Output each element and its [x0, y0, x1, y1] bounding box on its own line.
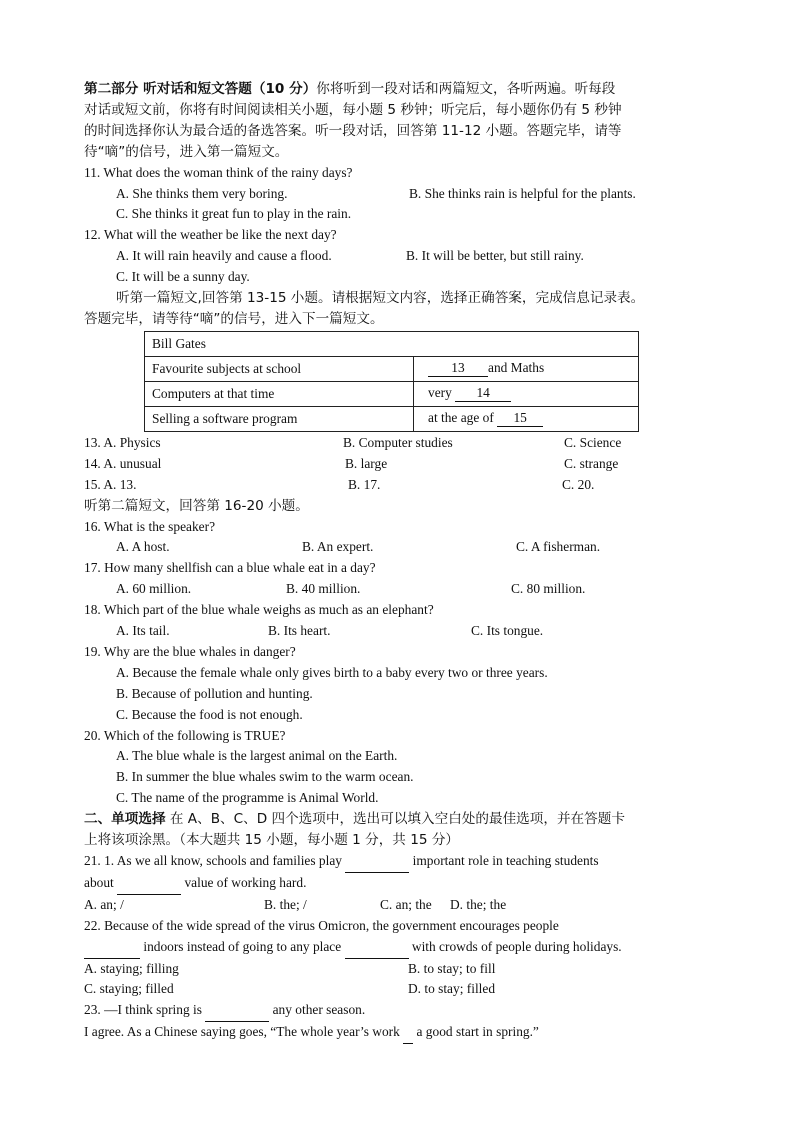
q22-blank-1[interactable]	[84, 937, 140, 959]
q17-option-a[interactable]: A. 60 million.	[116, 581, 192, 597]
q15-option-a[interactable]: 15. A. 13.	[84, 476, 137, 492]
table-row	[145, 381, 639, 406]
q22-options-row2	[84, 979, 714, 1000]
q21-option-d[interactable]: D. the; the	[450, 896, 507, 912]
q23-stem-line2: I agree. As a Chinese saying goes, “The whole year’s work a good start in spring.”	[84, 1022, 714, 1044]
info-table	[144, 331, 639, 432]
q16-stem: 16. What is the speaker?	[84, 518, 216, 534]
q12-option-c[interactable]: C. It will be a sunny day.	[116, 269, 250, 285]
q14-option-a[interactable]: 14. A. unusual	[84, 455, 162, 471]
table-row	[145, 331, 639, 356]
q19-option-a[interactable]: A. Because the female whale only gives birth to a baby every two or three years.	[116, 664, 548, 680]
q14-options	[84, 454, 714, 475]
q11-option-c[interactable]: C. She thinks it great fun to play in the rain.	[116, 206, 352, 222]
q12-options-row1	[84, 246, 714, 267]
part2-intro-line4: 待“嘀”的信号，进入第一篇短文。	[84, 143, 289, 160]
answer-blank[interactable]: 14	[455, 385, 511, 402]
q11-option-a[interactable]: A. She thinks them very boring.	[116, 185, 288, 201]
q20-option-c[interactable]: C. The name of the programme is Animal World.	[116, 790, 379, 806]
q22-option-b[interactable]: B. to stay; to fill	[408, 960, 496, 976]
q16-options	[84, 537, 714, 558]
q12-stem: 12. What will the weather be like the next day?	[84, 227, 337, 243]
q22-option-a[interactable]: A. staying; filling	[84, 960, 179, 976]
q18-stem: 18. Which part of the blue whale weighs as much as an elephant?	[84, 602, 434, 618]
q21-option-c[interactable]: C. an; the	[380, 896, 432, 912]
table-value: 13 and Maths	[414, 356, 639, 381]
q23-stem-line1: 23. —I think spring is any other season.	[84, 1000, 714, 1022]
q11-options-row1	[84, 184, 714, 205]
q21-option-b[interactable]: B. the; /	[264, 896, 307, 912]
part2-intro-line2: 对话或短文前，你将有时间阅读相关小题，每小题 5 秒钟；听完后，每小题你仍有 5 秒钟	[84, 101, 622, 118]
q19-stem: 19. Why are the blue whales in danger?	[84, 643, 296, 659]
answer-blank[interactable]: 13	[428, 360, 488, 377]
q20-option-b[interactable]: B. In summer the blue whales swim to the warm ocean.	[116, 769, 414, 785]
part3-intro-line2: 上将该项涂黑。（本大题共 15 小题，每小题 1 分，共 15 分）	[84, 832, 460, 849]
part3-heading: 二、单项选择	[84, 811, 166, 828]
q17-stem: 17. How many shellfish can a blue whale eat in a day?	[84, 560, 376, 576]
q21-blank-1[interactable]	[345, 851, 409, 873]
table-row	[145, 356, 639, 381]
q17-options	[84, 579, 714, 600]
table-row	[145, 406, 639, 431]
q15-option-b[interactable]: B. 17.	[348, 476, 381, 492]
table-title: Bill Gates	[145, 331, 639, 356]
q23-blank-1[interactable]	[205, 1000, 269, 1022]
table-label: Selling a software program	[145, 406, 414, 431]
q18-options	[84, 621, 714, 642]
q19-option-c[interactable]: C. Because the food is not enough.	[116, 706, 303, 722]
q17-option-b[interactable]: B. 40 million.	[286, 581, 361, 597]
table-value: very 14	[414, 381, 639, 406]
q13-option-a[interactable]: 13. A. Physics	[84, 434, 161, 450]
q22-option-c[interactable]: C. staying; filled	[84, 981, 174, 997]
exam-page	[84, 79, 714, 1044]
q22-stem-line1: 22. Because of the wide spread of the virus Omicron, the government encourages people	[84, 917, 559, 933]
q13-option-b[interactable]: B. Computer studies	[343, 434, 453, 450]
q22-options-row1	[84, 959, 714, 980]
q21-stem-line2: about value of working hard.	[84, 873, 714, 895]
q17-option-c[interactable]: C. 80 million.	[511, 581, 586, 597]
part2-heading: 第二部分 听对话和短文答题（10 分）	[84, 81, 317, 97]
q14-option-b[interactable]: B. large	[345, 455, 388, 471]
q11-option-b[interactable]: B. She thinks rain is helpful for the plants.	[409, 185, 636, 201]
passage1-instruction-line1: 听第一篇短文,回答第 13-15 小题。请根据短文内容，选择正确答案，完成信息记录表。	[116, 290, 645, 307]
q12-option-b[interactable]: B. It will be better, but still rainy.	[406, 248, 584, 264]
q12-option-a[interactable]: A. It will rain heavily and cause a flood.	[116, 248, 332, 264]
q15-options	[84, 475, 714, 496]
passage2-instruction: 听第二篇短文，回答第 16-20 小题。	[84, 497, 309, 514]
q20-stem: 20. Which of the following is TRUE?	[84, 727, 286, 743]
part2-intro-line3: 的时间选择你认为最合适的备选答案。听一段对话，回答第 11-12 小题。答题完毕，请等	[84, 122, 622, 139]
q22-option-d[interactable]: D. to stay; filled	[408, 981, 496, 997]
q16-option-c[interactable]: C. A fisherman.	[516, 539, 601, 555]
q11-stem: 11. What does the woman think of the rainy days?	[84, 164, 353, 180]
table-label: Favourite subjects at school	[145, 356, 414, 381]
q18-option-a[interactable]: A. Its tail.	[116, 623, 170, 639]
q19-option-b[interactable]: B. Because of pollution and hunting.	[116, 685, 313, 701]
q23-blank-2[interactable]	[403, 1022, 413, 1044]
q21-stem-line1: 21. 1. As we all know, schools and families play important role in teaching students	[84, 851, 714, 873]
q20-option-a[interactable]: A. The blue whale is the largest animal on the Earth.	[116, 748, 398, 764]
table-value: at the age of 15	[414, 406, 639, 431]
passage1-instruction-line2: 答题完毕，请等待“嘀”的信号，进入下一篇短文。	[84, 310, 384, 327]
q15-option-c[interactable]: C. 20.	[562, 476, 595, 492]
q14-option-c[interactable]: C. strange	[564, 455, 619, 471]
part2-intro-line1: 第二部分 听对话和短文答题（10 分）你将听到一段对话和两篇短文，各听两遍。听每段	[84, 81, 616, 97]
q21-option-a[interactable]: A. an; /	[84, 896, 124, 912]
q22-blank-2[interactable]	[345, 937, 409, 959]
q13-option-c[interactable]: C. Science	[564, 434, 622, 450]
table-label: Computers at that time	[145, 381, 414, 406]
q18-option-b[interactable]: B. Its heart.	[268, 623, 331, 639]
q18-option-c[interactable]: C. Its tongue.	[471, 623, 544, 639]
q21-blank-2[interactable]	[117, 873, 181, 895]
q16-option-b[interactable]: B. An expert.	[302, 539, 374, 555]
q13-options	[84, 433, 714, 454]
q16-option-a[interactable]: A. A host.	[116, 539, 170, 555]
answer-blank[interactable]: 15	[497, 410, 543, 427]
part3-intro-line1: 二、单项选择 在 A、B、C、D 四个选项中，选出可以填入空白处的最佳选项，并在答题卡	[84, 811, 625, 828]
q21-options	[84, 895, 714, 916]
q22-stem-line2: indoors instead of going to any place with crowds of people during holidays.	[84, 937, 714, 959]
